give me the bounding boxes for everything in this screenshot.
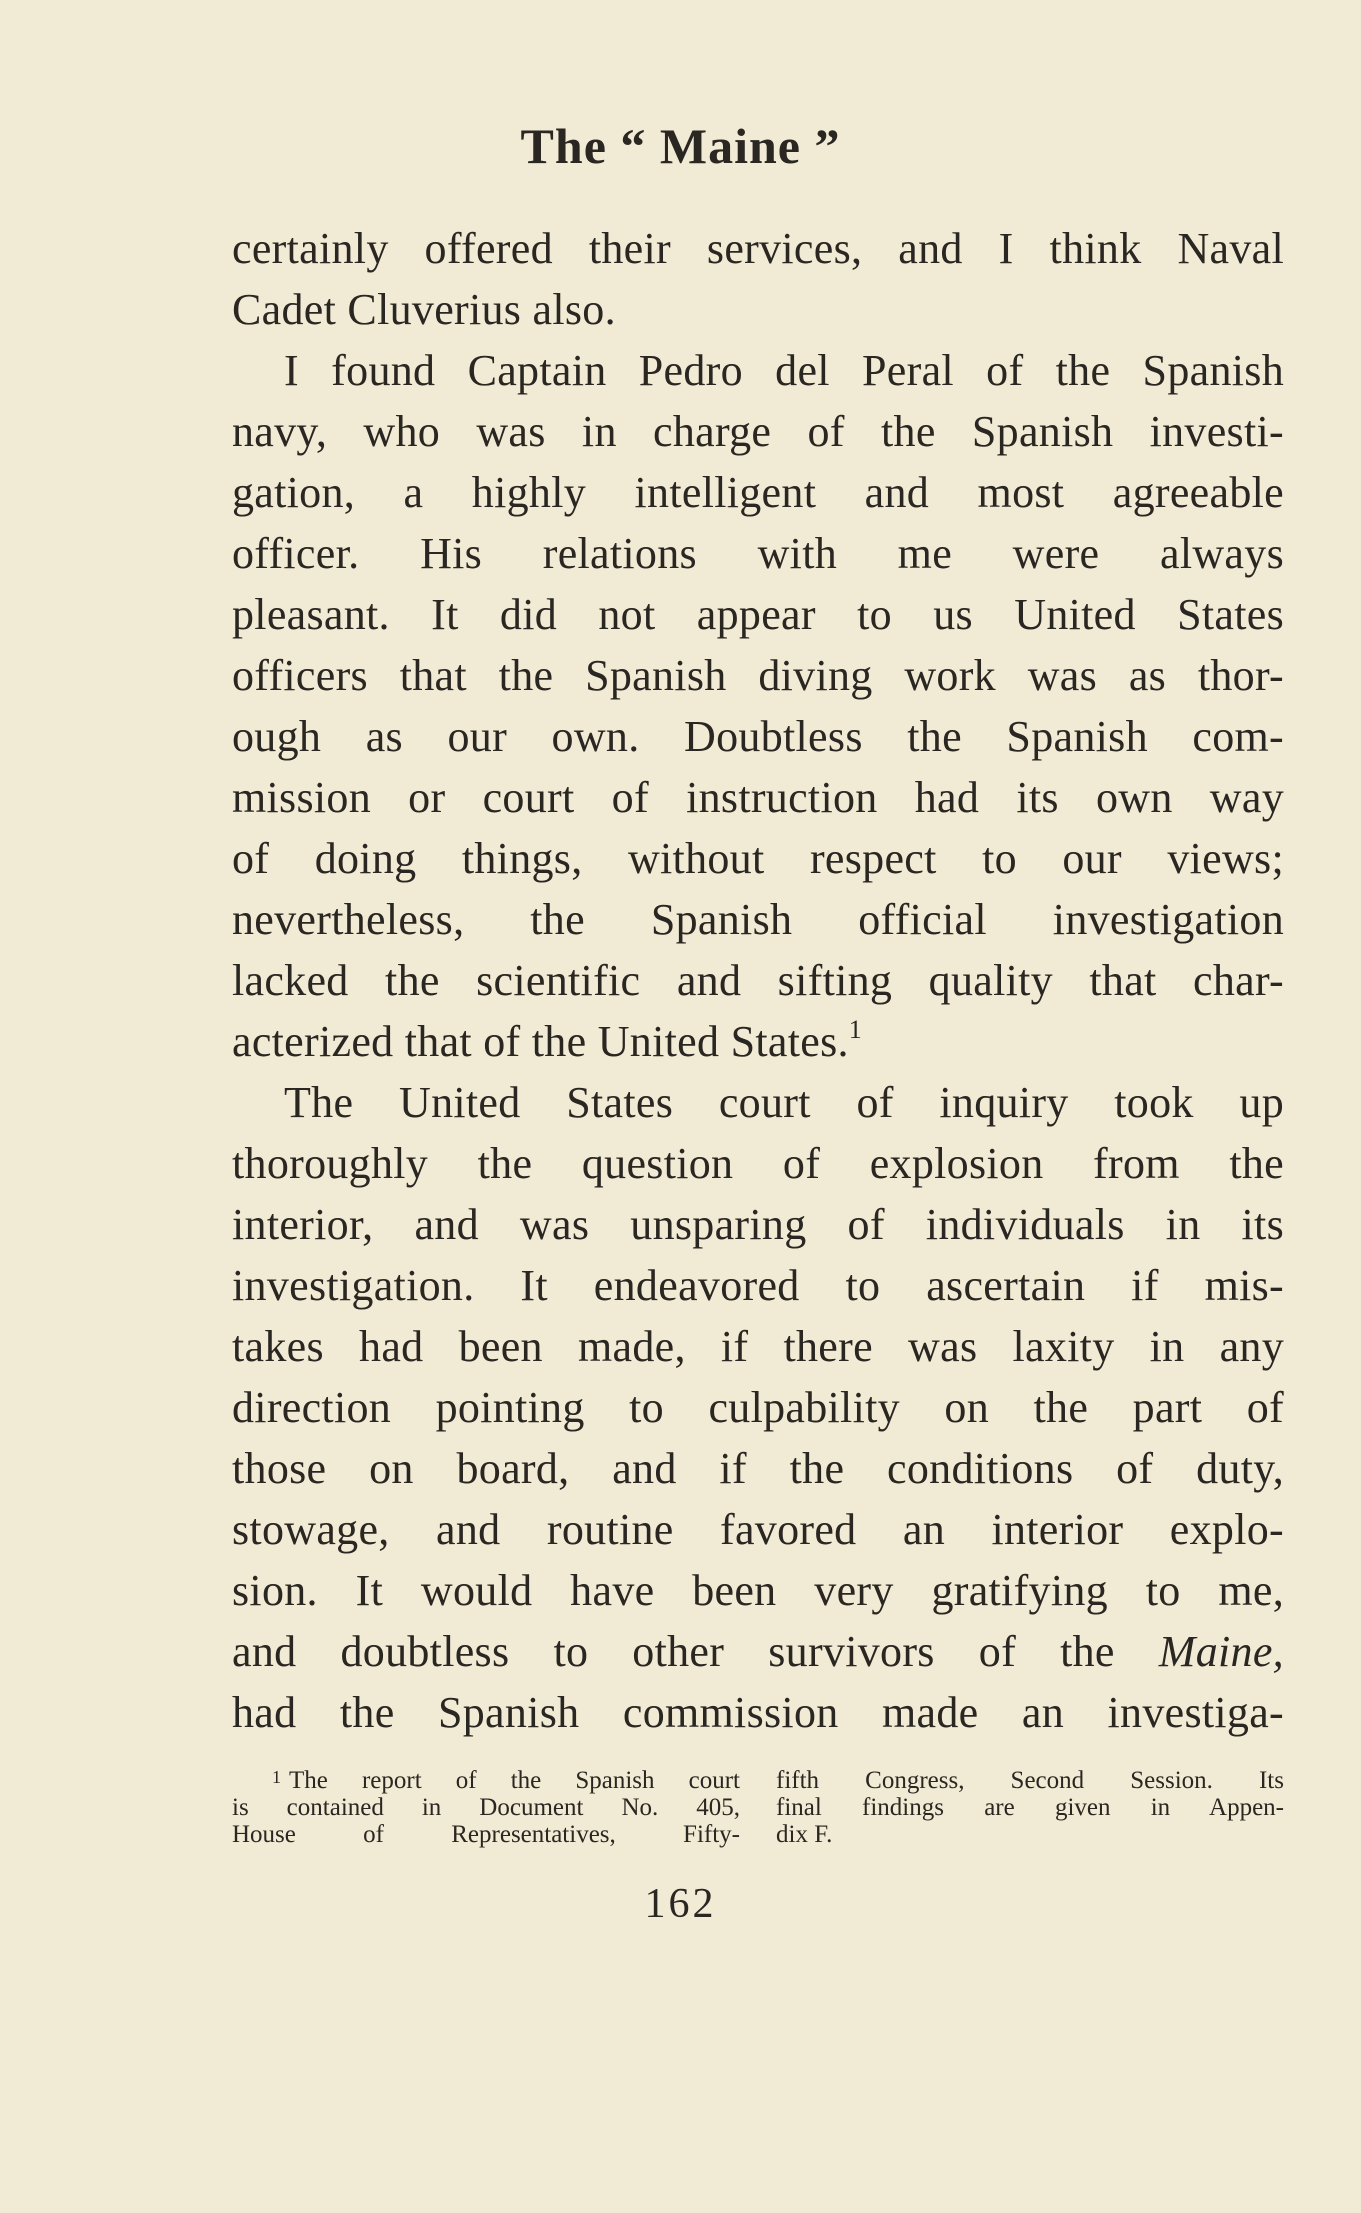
footnote-line	[776, 1794, 1284, 1821]
text-line	[232, 523, 1284, 584]
text-line	[232, 1499, 1284, 1560]
text-line-content: thoroughly the question of explosion from the	[232, 1139, 1284, 1188]
text-line	[232, 950, 1284, 1011]
text-line-content: sion. It would have been very gratifying to me,	[232, 1566, 1284, 1615]
text-line	[232, 767, 1284, 828]
running-head: The “ Maine ”	[520, 118, 841, 174]
text-line	[232, 279, 1284, 340]
text-line-content: had the Spanish commission made an investiga-	[232, 1688, 1284, 1737]
footnote-line-content: House of Representatives, Fifty-	[232, 1821, 740, 1848]
ship-name-italic: Maine,	[1158, 1627, 1284, 1676]
text-line	[232, 1011, 1284, 1072]
text-line-content: and doubtless to other survivors of the	[232, 1627, 1159, 1676]
text-line	[232, 584, 1284, 645]
text-line	[232, 218, 1284, 279]
text-line-content: mission or court of instruction had its own way	[232, 773, 1284, 822]
text-line-content: investigation. It endeavored to ascertain if mis-	[232, 1261, 1284, 1310]
text-line-content: those on board, and if the conditions of duty,	[232, 1444, 1284, 1493]
text-line	[232, 645, 1284, 706]
text-line	[232, 1316, 1284, 1377]
footnote-reference: 1	[848, 1015, 863, 1044]
footnote-line	[776, 1821, 1284, 1848]
footnote-line	[776, 1767, 1284, 1794]
text-line-content: pleasant. It did not appear to us United States	[232, 590, 1284, 639]
footnote-line-content: dix F.	[776, 1821, 833, 1848]
text-line-content: interior, and was unsparing of individuals in its	[232, 1200, 1284, 1249]
text-line-content: stowage, and routine favored an interior explo-	[232, 1505, 1284, 1554]
text-line	[232, 1560, 1284, 1621]
text-line-content: gation, a highly intelligent and most agreeable	[232, 468, 1284, 517]
text-line	[232, 1072, 1284, 1133]
text-line	[232, 1255, 1284, 1316]
text-line	[232, 828, 1284, 889]
footnote-line	[232, 1821, 740, 1848]
page-number: 162	[644, 1881, 717, 1927]
text-line-content: acterized that of the United States.	[232, 1017, 849, 1066]
text-line-content: I found Captain Pedro del Peral of the Spanish	[284, 346, 1284, 395]
text-line-content: Cadet Cluverius also.	[232, 285, 616, 334]
text-line	[232, 462, 1284, 523]
footnote-column-right	[776, 1767, 1284, 1848]
footnote-line-content: final findings are given in Appen-	[776, 1794, 1284, 1821]
text-line-content: certainly offered their services, and I think Naval	[232, 224, 1284, 273]
text-line-content: nevertheless, the Spanish official investigation	[232, 895, 1284, 944]
text-line	[232, 1438, 1284, 1499]
body-text	[232, 218, 1284, 1743]
text-line-content: officer. His relations with me were always	[232, 529, 1284, 578]
text-line	[232, 401, 1284, 462]
text-line	[232, 340, 1284, 401]
text-line	[232, 1133, 1284, 1194]
text-line-content: officers that the Spanish diving work was as thor-	[232, 651, 1284, 700]
text-line	[232, 889, 1284, 950]
text-line	[232, 1682, 1284, 1743]
text-line-content: The United States court of inquiry took up	[284, 1078, 1284, 1127]
text-line	[232, 706, 1284, 767]
text-line	[232, 1377, 1284, 1438]
footnote-line	[232, 1794, 740, 1821]
footnote-line-content: is contained in Document No. 405,	[232, 1794, 740, 1821]
text-line-content: of doing things, without respect to our views;	[232, 834, 1284, 883]
text-line-content: navy, who was in charge of the Spanish investi-	[232, 407, 1284, 456]
footnote	[232, 1767, 1284, 1848]
footnote-mark: 1	[272, 1767, 281, 1787]
text-line-content: ough as our own. Doubtless the Spanish com-	[232, 712, 1284, 761]
text-line	[232, 1194, 1284, 1255]
text-line-content: lacked the scientific and sifting quality that char-	[232, 956, 1284, 1005]
text-line-content: direction pointing to culpability on the part of	[232, 1383, 1284, 1432]
footnote-column-left	[232, 1767, 740, 1848]
footnote-line-content: fifth Congress, Second Session. Its	[776, 1767, 1284, 1794]
footnote-line-content: The report of the Spanish court	[289, 1767, 740, 1794]
text-line-content: takes had been made, if there was laxity in any	[232, 1322, 1284, 1371]
text-line	[232, 1621, 1284, 1682]
footnote-line	[232, 1767, 740, 1794]
